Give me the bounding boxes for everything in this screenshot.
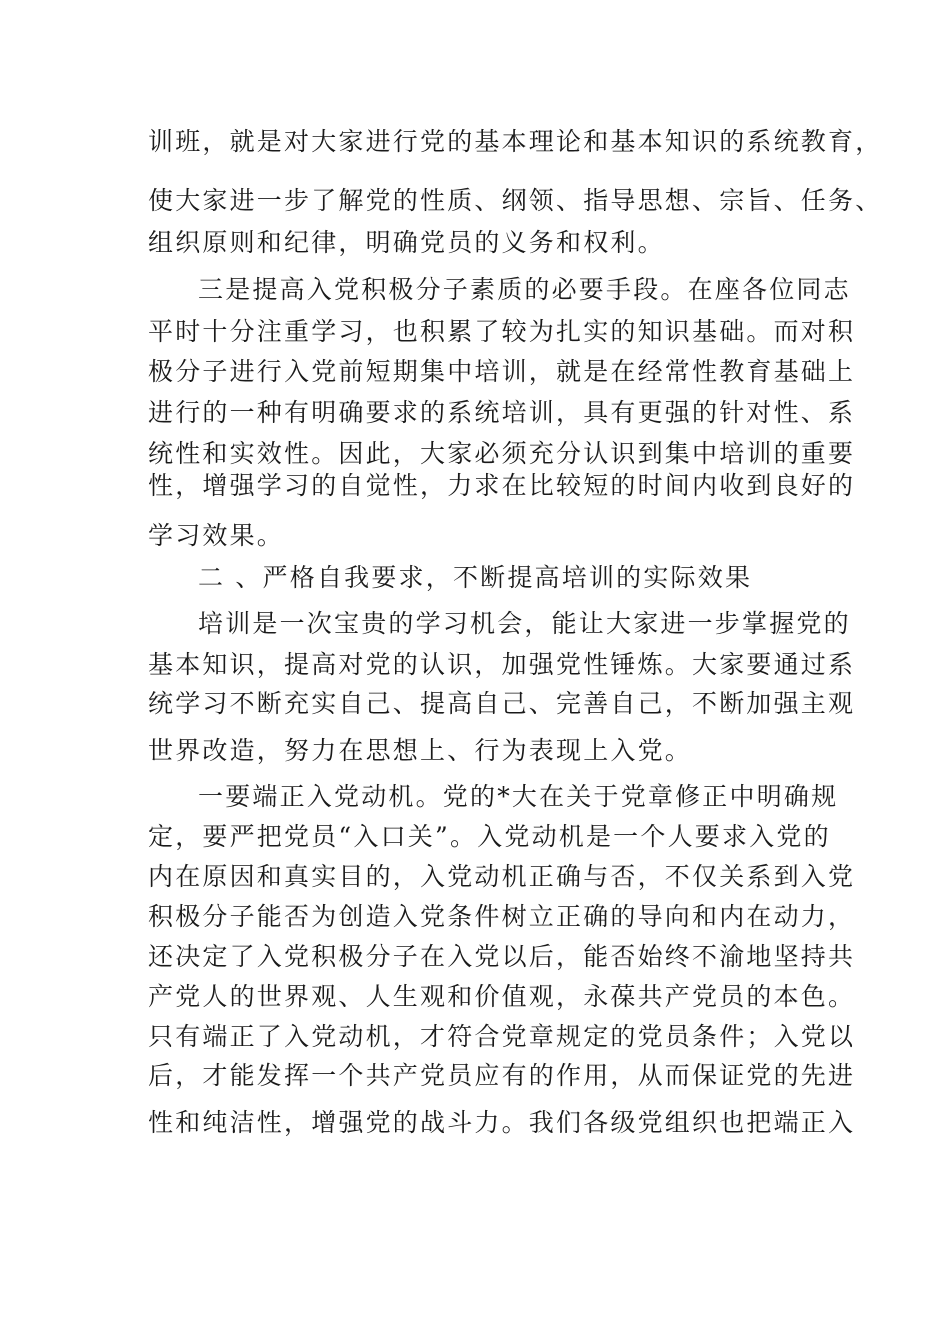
text-line: 进行的一种有明确要求的系统培训，具有更强的针对性、系 <box>148 398 856 427</box>
text-line: 统性和实效性。因此，大家必须充分认识到集中培训的重要 <box>148 439 856 468</box>
paragraph-first-line: 三是提高入党积极分子素质的必要手段。在座各位同志 <box>198 275 851 304</box>
text-line: 内在原因和真实目的，入党动机正确与否，不仅关系到入党 <box>148 862 856 891</box>
text-line: 后，才能发挥一个共产党员应有的作用，从而保证党的先进 <box>148 1061 856 1090</box>
text-line: 学习效果。 <box>148 521 285 550</box>
text-line: 训班，就是对大家进行党的基本理论和基本知识的系统教育， <box>148 127 883 156</box>
text-line: 统学习不断充实自己、提高自己、完善自己，不断加强主观 <box>148 689 856 718</box>
text-line: 性，增强学习的自觉性，力求在比较短的时间内收到良好的 <box>148 471 856 500</box>
text-line: 性和纯洁性，增强党的战斗力。我们各级党组织也把端正入 <box>148 1108 856 1137</box>
text-line: 积极分子能否为创造入党条件树立正确的导向和内在动力， <box>148 902 856 931</box>
text-line: 组织原则和纪律，明确党员的义务和权利。 <box>148 228 665 257</box>
text-line: 极分子进行入党前短期集中培训，就是在经常性教育基础上 <box>148 357 856 386</box>
paragraph-first-line: 培训是一次宝贵的学习机会，能让大家进一步掌握党的 <box>198 609 851 638</box>
text-line: 定，要严把党员“入口关”。入党动机是一个人要求入党的 <box>148 822 831 851</box>
text-line: 基本知识，提高对党的认识，加强党性锤炼。大家要通过系 <box>148 650 856 679</box>
text-line: 使大家进一步了解党的性质、纲领、指导思想、宗旨、任务、 <box>148 186 883 215</box>
text-line: 世界改造，努力在思想上、行为表现上入党。 <box>148 736 693 765</box>
text-line: 只有端正了入党动机，才符合党章规定的党员条件；入党以 <box>148 1022 856 1051</box>
text-line: 平时十分注重学习，也积累了较为扎实的知识基础。而对积 <box>148 317 856 346</box>
paragraph-first-line: 一要端正入党动机。党的*大在关于党章修正中明确规 <box>198 782 839 811</box>
section-heading: 二 、严格自我要求，不断提高培训的实际效果 <box>198 563 753 592</box>
text-line: 还决定了入党积极分子在入党以后，能否始终不渝地坚持共 <box>148 942 856 971</box>
text-line: 产党人的世界观、人生观和价值观，永葆共产党员的本色。 <box>148 982 856 1011</box>
